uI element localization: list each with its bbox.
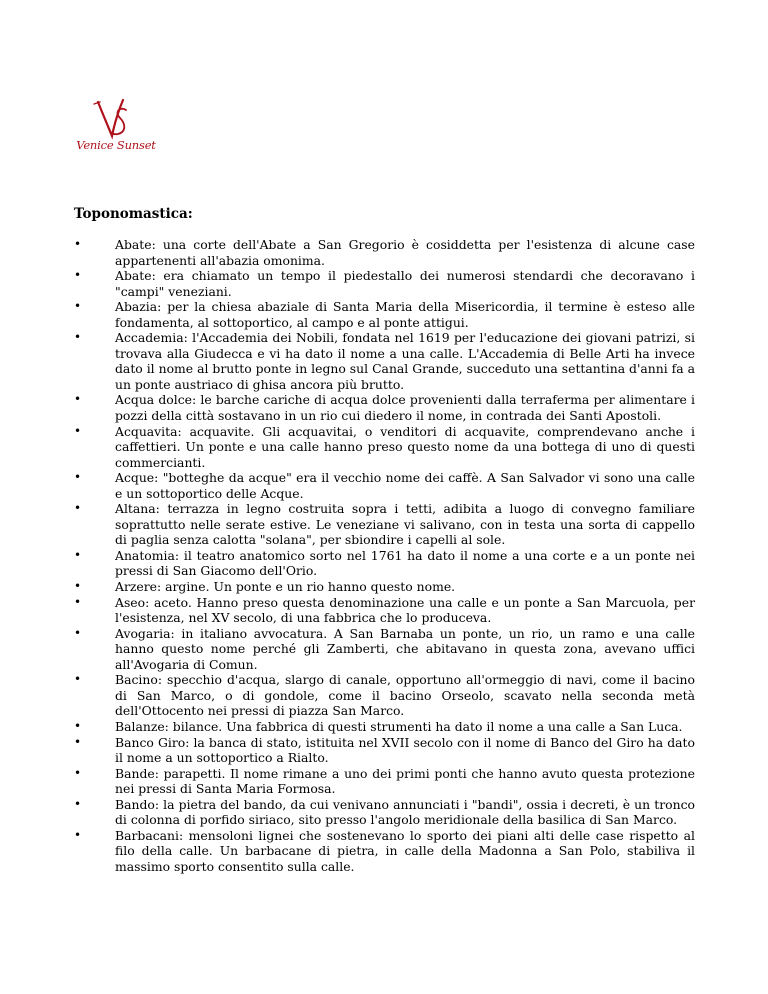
list-item xyxy=(74,501,695,548)
list-item xyxy=(74,299,695,330)
bullet-icon: • xyxy=(74,392,82,407)
list-item-text: Abazia: per la chiesa abaziale di Santa Maria della Misericordia, il termine è esteso alle fondamenta, al sottoportico, al campo e al ponte attigui. xyxy=(115,299,695,330)
toponym-list xyxy=(74,237,695,874)
list-item xyxy=(74,735,695,766)
list-item xyxy=(74,268,695,299)
venice-sunset-logo xyxy=(76,96,156,162)
list-item-text: Balanze: bilance. Una fabbrica di questi strumenti ha dato il nome a una calle a San Luca. xyxy=(115,718,683,734)
bullet-icon: • xyxy=(74,237,82,251)
list-item-text: Avogaria: in italiano avvocatura. A San Barnaba un ponte, un rio, un ramo e una calle hanno questo nome perché gli Zamberti, che abitavano in questa zona, avevano uffici all'Avogaria di Comun. xyxy=(115,625,695,672)
list-item xyxy=(74,766,695,797)
list-item xyxy=(74,719,695,735)
list-item-text: Barbacani: mensoloni lignei che sostenevano lo sporto dei piani alti delle case rispetto al filo della calle. Un barbacane di pietra, in calle della Madonna a San Polo, stabiliva il massimo sporto consentito sulla calle. xyxy=(115,827,695,874)
bullet-icon: • xyxy=(74,672,82,687)
list-item-text: Bando: la pietra del bando, da cui venivano annunciati i "bandi", ossia i decreti, è un tronco di colonna di porfido siriaco, sito presso l'angolo meridionale della basilica di San Marco. xyxy=(115,796,695,828)
list-item xyxy=(74,237,695,268)
bullet-icon: • xyxy=(74,330,82,345)
list-item-text: Anatomia: il teatro anatomico sorto nel 1761 ha dato il nome a una corte e a un ponte nei pressi di San Giacomo dell'Orio. xyxy=(115,547,695,579)
list-item-text: Bacino: specchio d'acqua, slargo di canale, opportuno all'ormeggio di navi, come il bacino di San Marco, o di gondole, come il bacino Orseolo, scavato nella seconda metà dell'Ottocento nei pressi di piazza San Marco. xyxy=(115,672,695,719)
list-item-text: Banco Giro: la banca di stato, istituita nel XVII secolo con il nome di Banco del Giro ha dato il nome a un sottoportico a Rialto. xyxy=(115,734,695,766)
logo-text: Venice Sunset xyxy=(76,138,156,152)
list-item xyxy=(74,797,695,828)
list-item-text: Acqua dolce: le barche cariche di acqua dolce provenienti dalla terraferma per alimentare i pozzi della città sostavano in un rio cui diedero il nome, in contrada dei Santi Apostoli. xyxy=(115,392,695,424)
list-item-text: Acque: "botteghe da acque" era il vecchio nome dei caffè. A San Salvador vi sono una calle e un sottoportico delle Acque. xyxy=(115,470,695,501)
list-item-text: Aseo: aceto. Hanno preso questa denominazione una calle e un ponte a San Marcuola, per l'esistenza, nel XV secolo, di una fabbrica che lo produceva. xyxy=(115,594,695,626)
bullet-icon: • xyxy=(74,765,82,780)
bullet-icon: • xyxy=(74,470,82,485)
bullet-icon: • xyxy=(74,594,82,609)
list-item xyxy=(74,595,695,626)
list-item-text: Accademia: l'Accademia dei Nobili, fondata nel 1619 per l'educazione dei giovani patrizi, si trovava alla Giudecca e vi ha dato il nome a una calle. L'Accademia di Belle Arti ha invece dato il nome al brutto ponte in legno sul Canal Grande, succeduto una settantina d'anni fa a un ponte austriaco di ghisa ancora più brutto. xyxy=(115,330,695,392)
bullet-icon: • xyxy=(74,299,82,314)
bullet-icon: • xyxy=(74,827,82,842)
bullet-icon: • xyxy=(74,579,82,594)
list-item xyxy=(74,470,695,501)
list-item xyxy=(74,548,695,579)
list-item xyxy=(74,828,695,875)
bullet-icon: • xyxy=(74,734,82,749)
list-item xyxy=(74,392,695,423)
list-item-text: Altana: terrazza in legno costruita sopra i tetti, adibita a luogo di convegno familiare soprattutto nelle serate estive. Le veneziane vi salivano, con in testa una sorta di cappello di paglia senza calotta "solana", per sbiondire i capelli al sole. xyxy=(115,501,695,548)
list-item xyxy=(74,626,695,673)
bullet-icon: • xyxy=(74,501,82,516)
bullet-icon: • xyxy=(74,796,82,811)
vs-monogram-icon xyxy=(76,96,156,144)
bullet-icon: • xyxy=(74,547,82,562)
list-item xyxy=(74,424,695,471)
list-item-text: Bande: parapetti. Il nome rimane a uno dei primi ponti che hanno avuto questa protezione nei pressi di Santa Maria Formosa. xyxy=(115,765,695,797)
section-heading: Toponomastica: xyxy=(74,206,193,222)
list-item xyxy=(74,330,695,392)
list-item-text: Acquavita: acquavite. Gli acquavitai, o venditori di acquavite, comprendevano anche i caffettieri. Un ponte e una calle hanno preso questo nome da una bottega di uno di questi commercianti. xyxy=(115,423,695,470)
bullet-icon: • xyxy=(74,268,82,283)
list-item-text: Abate: era chiamato un tempo il piedestallo dei numerosi stendardi che decoravano i "campi" veneziani. xyxy=(115,268,695,299)
list-item xyxy=(74,579,695,595)
list-item xyxy=(74,672,695,719)
list-item-text: Abate: una corte dell'Abate a San Gregorio è cosiddetta per l'esistenza di alcune case appartenenti all'abazia omonima. xyxy=(115,237,695,268)
bullet-icon: • xyxy=(74,423,82,438)
bullet-icon: • xyxy=(74,718,82,733)
bullet-icon: • xyxy=(74,625,82,640)
list-item-text: Arzere: argine. Un ponte e un rio hanno questo nome. xyxy=(115,579,456,595)
